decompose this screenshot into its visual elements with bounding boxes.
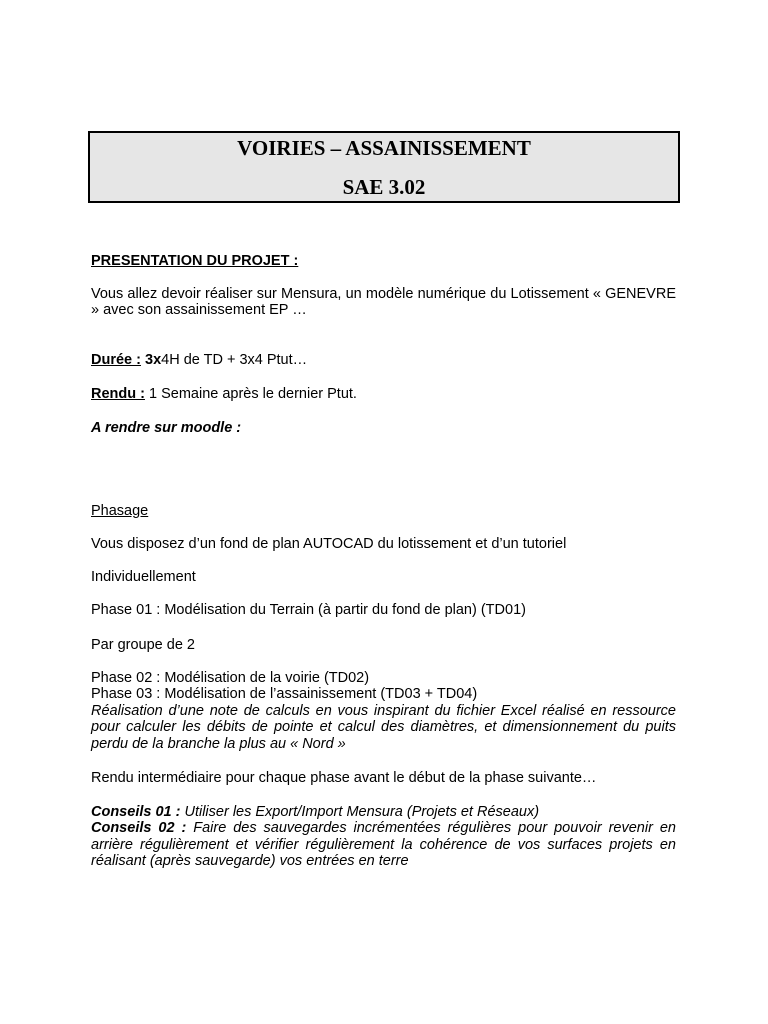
phase-01: Phase 01 : Modélisation du Terrain (à partir du fond de plan) (TD01) xyxy=(91,602,526,618)
conseil-02-text: Faire des sauvegardes incrémentées régulières pour pouvoir revenir en arrière régulièrement et vérifier régulièrement la cohérence de vos surfaces projets en réalisant (après sauvegarde) vos entrées en terre xyxy=(91,820,676,870)
phasage-intro: Vous disposez d’un fond de plan AUTOCAD du lotissement et d’un tutoriel xyxy=(91,536,567,552)
duree-value: 4H de TD + 3x4 Ptut… xyxy=(161,352,308,368)
conseil-01-text: Utiliser les Export/Import Mensura (Projets et Réseaux) xyxy=(180,804,540,820)
phase-02: Phase 02 : Modélisation de la voirie (TD02) xyxy=(91,670,370,686)
duree-line xyxy=(91,352,676,368)
rendu-value: 1 Semaine après le dernier Ptut. xyxy=(144,386,357,402)
phase-03-note: Réalisation d’une note de calculs en vous inspirant du fichier Excel réalisé en ressource pour calculer les débits de pointe et calcul des diamètres, et dimensionnement du puits perdu de la branche la plus au « Nord » xyxy=(91,702,676,752)
duree-bold-value: 3x xyxy=(145,352,162,368)
conseil-01 xyxy=(91,804,676,820)
conseil-02 xyxy=(91,820,676,869)
phases-block xyxy=(91,670,676,752)
title-box xyxy=(88,131,680,203)
rendu-line xyxy=(91,386,676,402)
rendu-label: Rendu : xyxy=(91,386,145,402)
phase-03: Phase 03 : Modélisation de l’assainissement (TD03 + TD04) xyxy=(91,686,478,703)
intermediate-note: Rendu intermédiaire pour chaque phase avant le début de la phase suivante… xyxy=(91,770,597,786)
phasage-group: Par groupe de 2 xyxy=(91,637,195,653)
duree-label: Durée : xyxy=(91,352,141,368)
document-subtitle: SAE 3.02 xyxy=(342,175,426,199)
presentation-heading: PRESENTATION DU PROJET : xyxy=(91,253,299,269)
conseils-block xyxy=(91,804,676,870)
phasage-individual: Individuellement xyxy=(91,569,196,585)
conseil-02-label: Conseils 02 : xyxy=(91,820,187,837)
document-title: VOIRIES – ASSAINISSEMENT xyxy=(237,136,531,160)
moodle-note: A rendre sur moodle : xyxy=(91,420,242,436)
phasage-heading: Phasage xyxy=(91,503,149,519)
conseil-01-label: Conseils 01 : xyxy=(91,804,181,820)
presentation-body: Vous allez devoir réaliser sur Mensura, un modèle numérique du Lotissement « GENEVRE » avec son assainissement EP … xyxy=(91,286,676,319)
